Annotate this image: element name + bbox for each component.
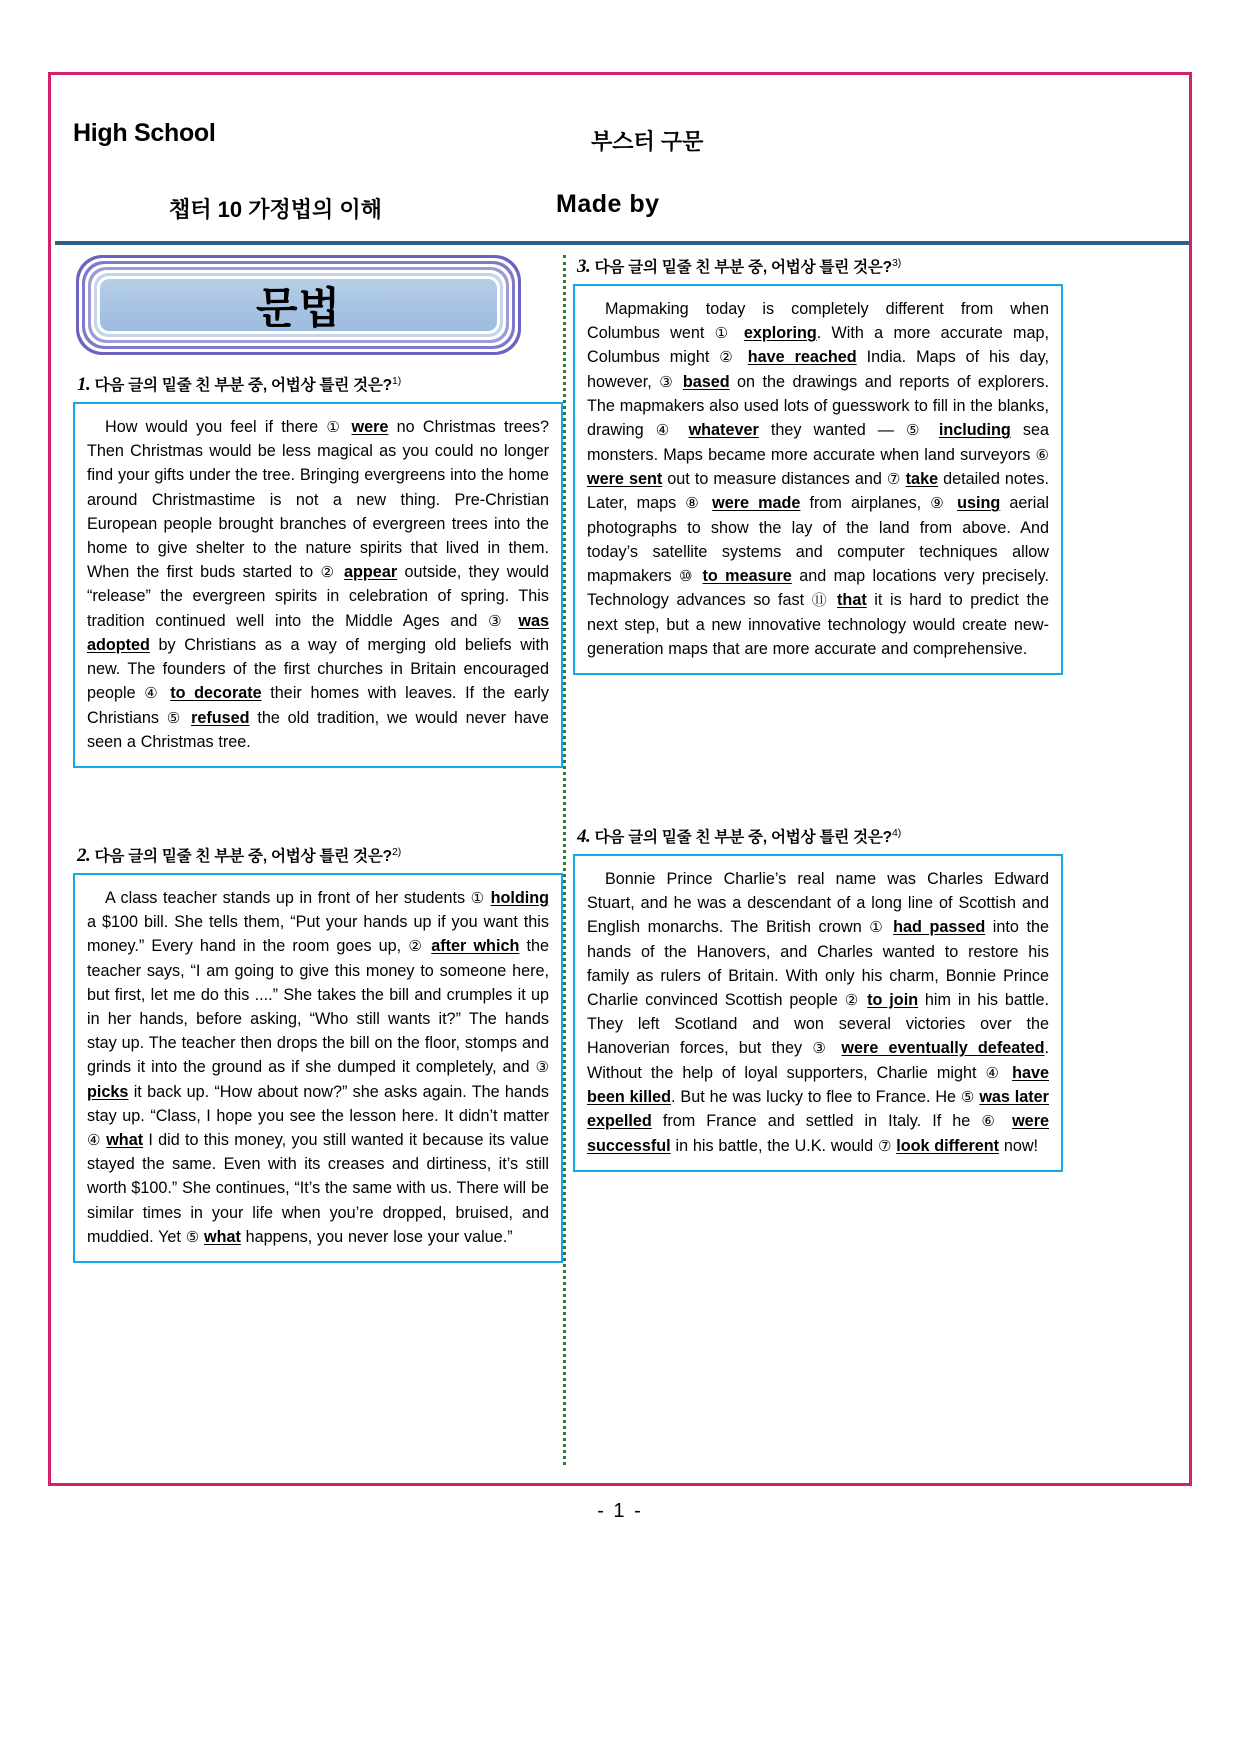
two-column-body (51, 247, 1189, 1473)
question-2-prompt: 다음 글의 밑줄 친 부분 중, 어법상 틀린 것은? (94, 847, 392, 865)
question-block-3 (573, 255, 1063, 675)
question-4-passage: Bonnie Prince Charlie’s real name was Charles Edward Stuart, and he was a descendant of a long line of Scottish and English monarchs. The British crown ① had passed into the hands of the Hanovers, and Charles wanted to restore his family as rulers of Britain. With only his charm, Bonnie Prince Charlie convinced Scottish people ② to join him in his battle. They left Scotland and won several victories over the Hanoverian forces, but they ③ were eventually defeated. Without the help of loyal supporters, Charlie might ④ have been killed. But he was lucky to flee to France. He ⑤ was later expelled from France and settled in Italy. If he ⑥ were successful in his battle, the U.K. would ⑦ look different now! (573, 854, 1063, 1172)
question-2-footnote: 2) (391, 845, 402, 858)
left-column (73, 247, 563, 1263)
question-1-footnote: 1) (391, 374, 402, 387)
column-divider (563, 255, 566, 1465)
banner-inner-panel (100, 279, 497, 331)
right-column (573, 247, 1063, 1172)
page-frame (48, 72, 1192, 1486)
question-3-passage: Mapmaking today is completely different from when Columbus went ① exploring. With a more accurate map, Columbus might ② have reached India. Maps of his day, however, ③ based on the drawings and reports of explorers. The mapmakers also used lots of guesswork to fill in the blanks, drawing ④ whatever they wanted — ⑤ including sea monsters. Maps became more accurate when land surveyors ⑥ were sent out to measure distances and ⑦ take detailed notes. Later, maps ⑧ were made from airplanes, ⑨ using aerial photographs to show the lay of the land from above. And today’s satellite systems and computer techniques allow mapmakers ⑩ to measure and map locations very precisely. Technology advances so fast ⑪ that it is hard to predict the next step, but a new innovative technology would create new-generation maps that are more accurate and comprehensive. (573, 284, 1063, 675)
question-2-number: 2. (77, 844, 91, 866)
question-4-number: 4. (577, 825, 591, 847)
question-3-prompt: 다음 글의 밑줄 친 부분 중, 어법상 틀린 것은? (594, 259, 892, 276)
question-block-1 (73, 373, 563, 768)
question-block-4 (573, 825, 1063, 1172)
question-block-2 (73, 844, 563, 1263)
question-1-passage: How would you feel if there ① were no Christmas trees? Then Christmas would be less magical as you could no longer find your gifts under the tree. Bringing evergreens into the home around Christmastime is not a new thing. Pre-Christian European people brought branches of evergreen trees into the home to give shelter to the nature spirits that lived in them. When the first buds started to ② appear outside, they would “release” the evergreen spirits in celebration of spring. This tradition continued well into the Middle Ages and ③ was adopted by Christians as a way of merging old beliefs with new. The founders of the first churches in Britain encouraged people ④ to decorate their homes with leaves. If the early Christians ⑤ refused the old tradition, we would never have seen a Christmas tree. (73, 402, 563, 768)
header-divider-rule (55, 241, 1189, 245)
question-3-heading (577, 255, 1063, 278)
question-1-heading (77, 373, 563, 396)
header-school-label: High School (73, 119, 216, 147)
question-2-passage: A class teacher stands up in front of her students ① holding a $100 bill. She tells them, “Put your hands up if you want this money.” Every hand in the room goes up, ② after which the teacher says, “I am going to give this money to someone here, but first, let me do this ....” She takes the bill and crumples it up in her hands, before asking, “Who still wants it?” The hands stay up. The teacher then drops the bill on the floor, stomps and grinds it into the ground as if she dumped it completely, and ③ picks it back up. “How about now?” she asks again. The hands stay up. “Class, I hope you see the lesson here. It didn’t matter ④ what I did to this money, you still wanted it because its value stayed the same. Even with its creases and dirtiness, it’s still worth $100.” She continues, “It’s the same with us. There will be similar times in your life when you’re dropped, bruised, and muddied. Yet ⑤ what happens, you never lose your value.” (73, 873, 563, 1263)
header-chapter-title: 챕터 10 가정법의 이해 (169, 197, 382, 222)
question-2-heading (77, 844, 563, 867)
question-4-prompt: 다음 글의 밑줄 친 부분 중, 어법상 틀린 것은? (594, 828, 892, 846)
banner-label: 문법 (255, 284, 342, 333)
question-3-footnote: 3) (891, 256, 902, 269)
question-1-number: 1. (77, 374, 91, 395)
question-4-heading (577, 825, 1063, 848)
page-footer (0, 1500, 1240, 1523)
header-book-title: 부스터 구문 (591, 129, 704, 154)
question-1-prompt: 다음 글의 밑줄 친 부분 중, 어법상 틀린 것은? (94, 377, 392, 394)
header-made-by-label: Made by (556, 190, 660, 218)
question-3-number: 3. (577, 256, 591, 277)
page-header (51, 75, 1189, 243)
grammar-section-banner (76, 255, 521, 355)
page-number: - 1 - (597, 1500, 643, 1522)
question-4-footnote: 4) (891, 826, 902, 839)
